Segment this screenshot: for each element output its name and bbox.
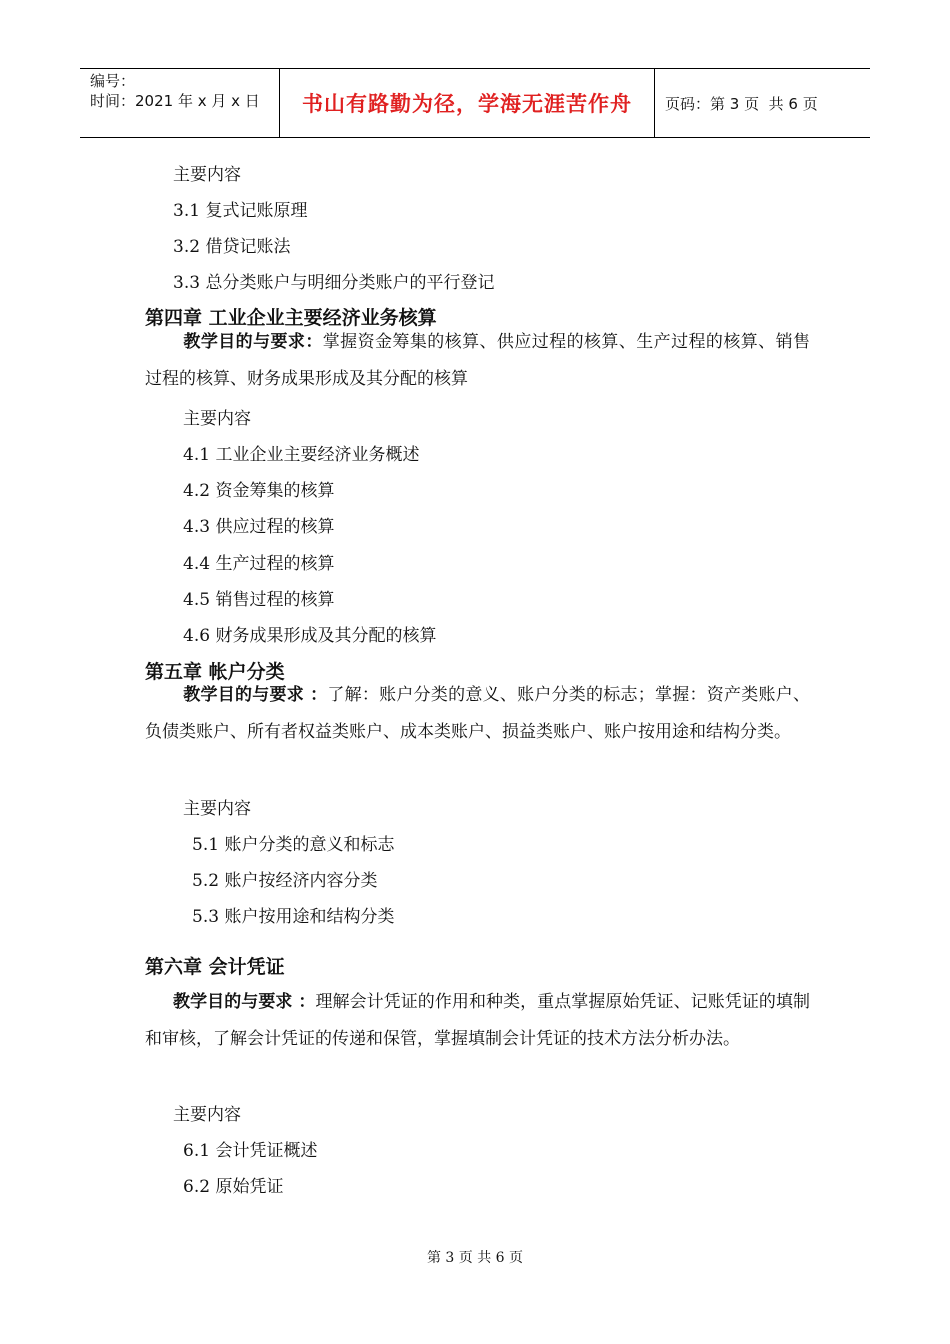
ch4-item-1: 4.1 工业企业主要经济业务概述 xyxy=(183,445,420,465)
ch5-goal-label: 教学目的与要求 ： xyxy=(183,685,328,705)
ch5-goal-text: 了解：账户分类的意义、账户分类的标志；掌握：资产类账户、负债类账户、所有者权益类账户、成本类账户、损益类账户、账户按用途和结构分类。 xyxy=(145,685,810,742)
ch5-item-2: 5.2 账户按经济内容分类 xyxy=(192,871,378,891)
ch4-item-3: 4.3 供应过程的核算 xyxy=(183,517,335,537)
ch6-goal-label: 教学目的与要求 ： xyxy=(173,992,316,1012)
ch4-content-heading: 主要内容 xyxy=(183,409,251,429)
ch3-item-3: 3.3 总分类账户与明细分类账户的平行登记 xyxy=(173,273,495,293)
header-meta xyxy=(80,69,280,137)
ch4-item-2: 4.2 资金筹集的核算 xyxy=(183,481,335,501)
page-label: 页码：第 3 页 共 6 页 xyxy=(665,94,818,113)
ch5-item-3: 5.3 账户按用途和结构分类 xyxy=(192,907,395,927)
number-label: 编号： xyxy=(90,72,136,90)
date-label: 时间：2021 年 x 月 x 日 xyxy=(90,92,260,110)
header-page-info xyxy=(655,69,870,137)
page-footer: 第 3 页 共 6 页 xyxy=(426,1250,524,1266)
ch6-title: 第六章 会计凭证 xyxy=(145,956,285,978)
page-header xyxy=(80,68,870,138)
ch4-goal-text: 掌握资金筹集的核算、供应过程的核算、生产过程的核算、销售过程的核算、财务成果形成及其分配的核算 xyxy=(145,332,810,389)
ch6-content-heading: 主要内容 xyxy=(173,1105,241,1125)
ch4-goal-label: 教学目的与要求： xyxy=(183,332,323,352)
ch5-item-1: 5.1 账户分类的意义和标志 xyxy=(192,835,395,855)
ch4-item-5: 4.5 销售过程的核算 xyxy=(183,590,335,610)
ch3-content-heading: 主要内容 xyxy=(173,165,241,185)
header-motto: 书山有路勤为径，学海无涯苦作舟 xyxy=(280,69,655,137)
ch6-goal xyxy=(145,984,810,1057)
ch6-item-2: 6.2 原始凭证 xyxy=(183,1177,284,1197)
ch4-goal xyxy=(145,324,810,397)
ch4-item-4: 4.4 生产过程的核算 xyxy=(183,554,335,574)
ch4-title: 第四章 工业企业主要经济业务核算 xyxy=(145,307,437,329)
ch3-item-1: 3.1 复式记账原理 xyxy=(173,201,308,221)
ch3-item-2: 3.2 借贷记账法 xyxy=(173,237,291,257)
ch5-goal xyxy=(145,677,810,750)
ch6-item-1: 6.1 会计凭证概述 xyxy=(183,1141,318,1161)
ch5-title: 第五章 帐户分类 xyxy=(145,661,285,683)
ch4-item-6: 4.6 财务成果形成及其分配的核算 xyxy=(183,626,437,646)
ch6-goal-text: 理解会计凭证的作用和种类，重点掌握原始凭证、记账凭证的填制和审核，了解会计凭证的传递和保管，掌握填制会计凭证的技术方法分析办法。 xyxy=(145,992,810,1049)
ch5-content-heading: 主要内容 xyxy=(183,799,251,819)
